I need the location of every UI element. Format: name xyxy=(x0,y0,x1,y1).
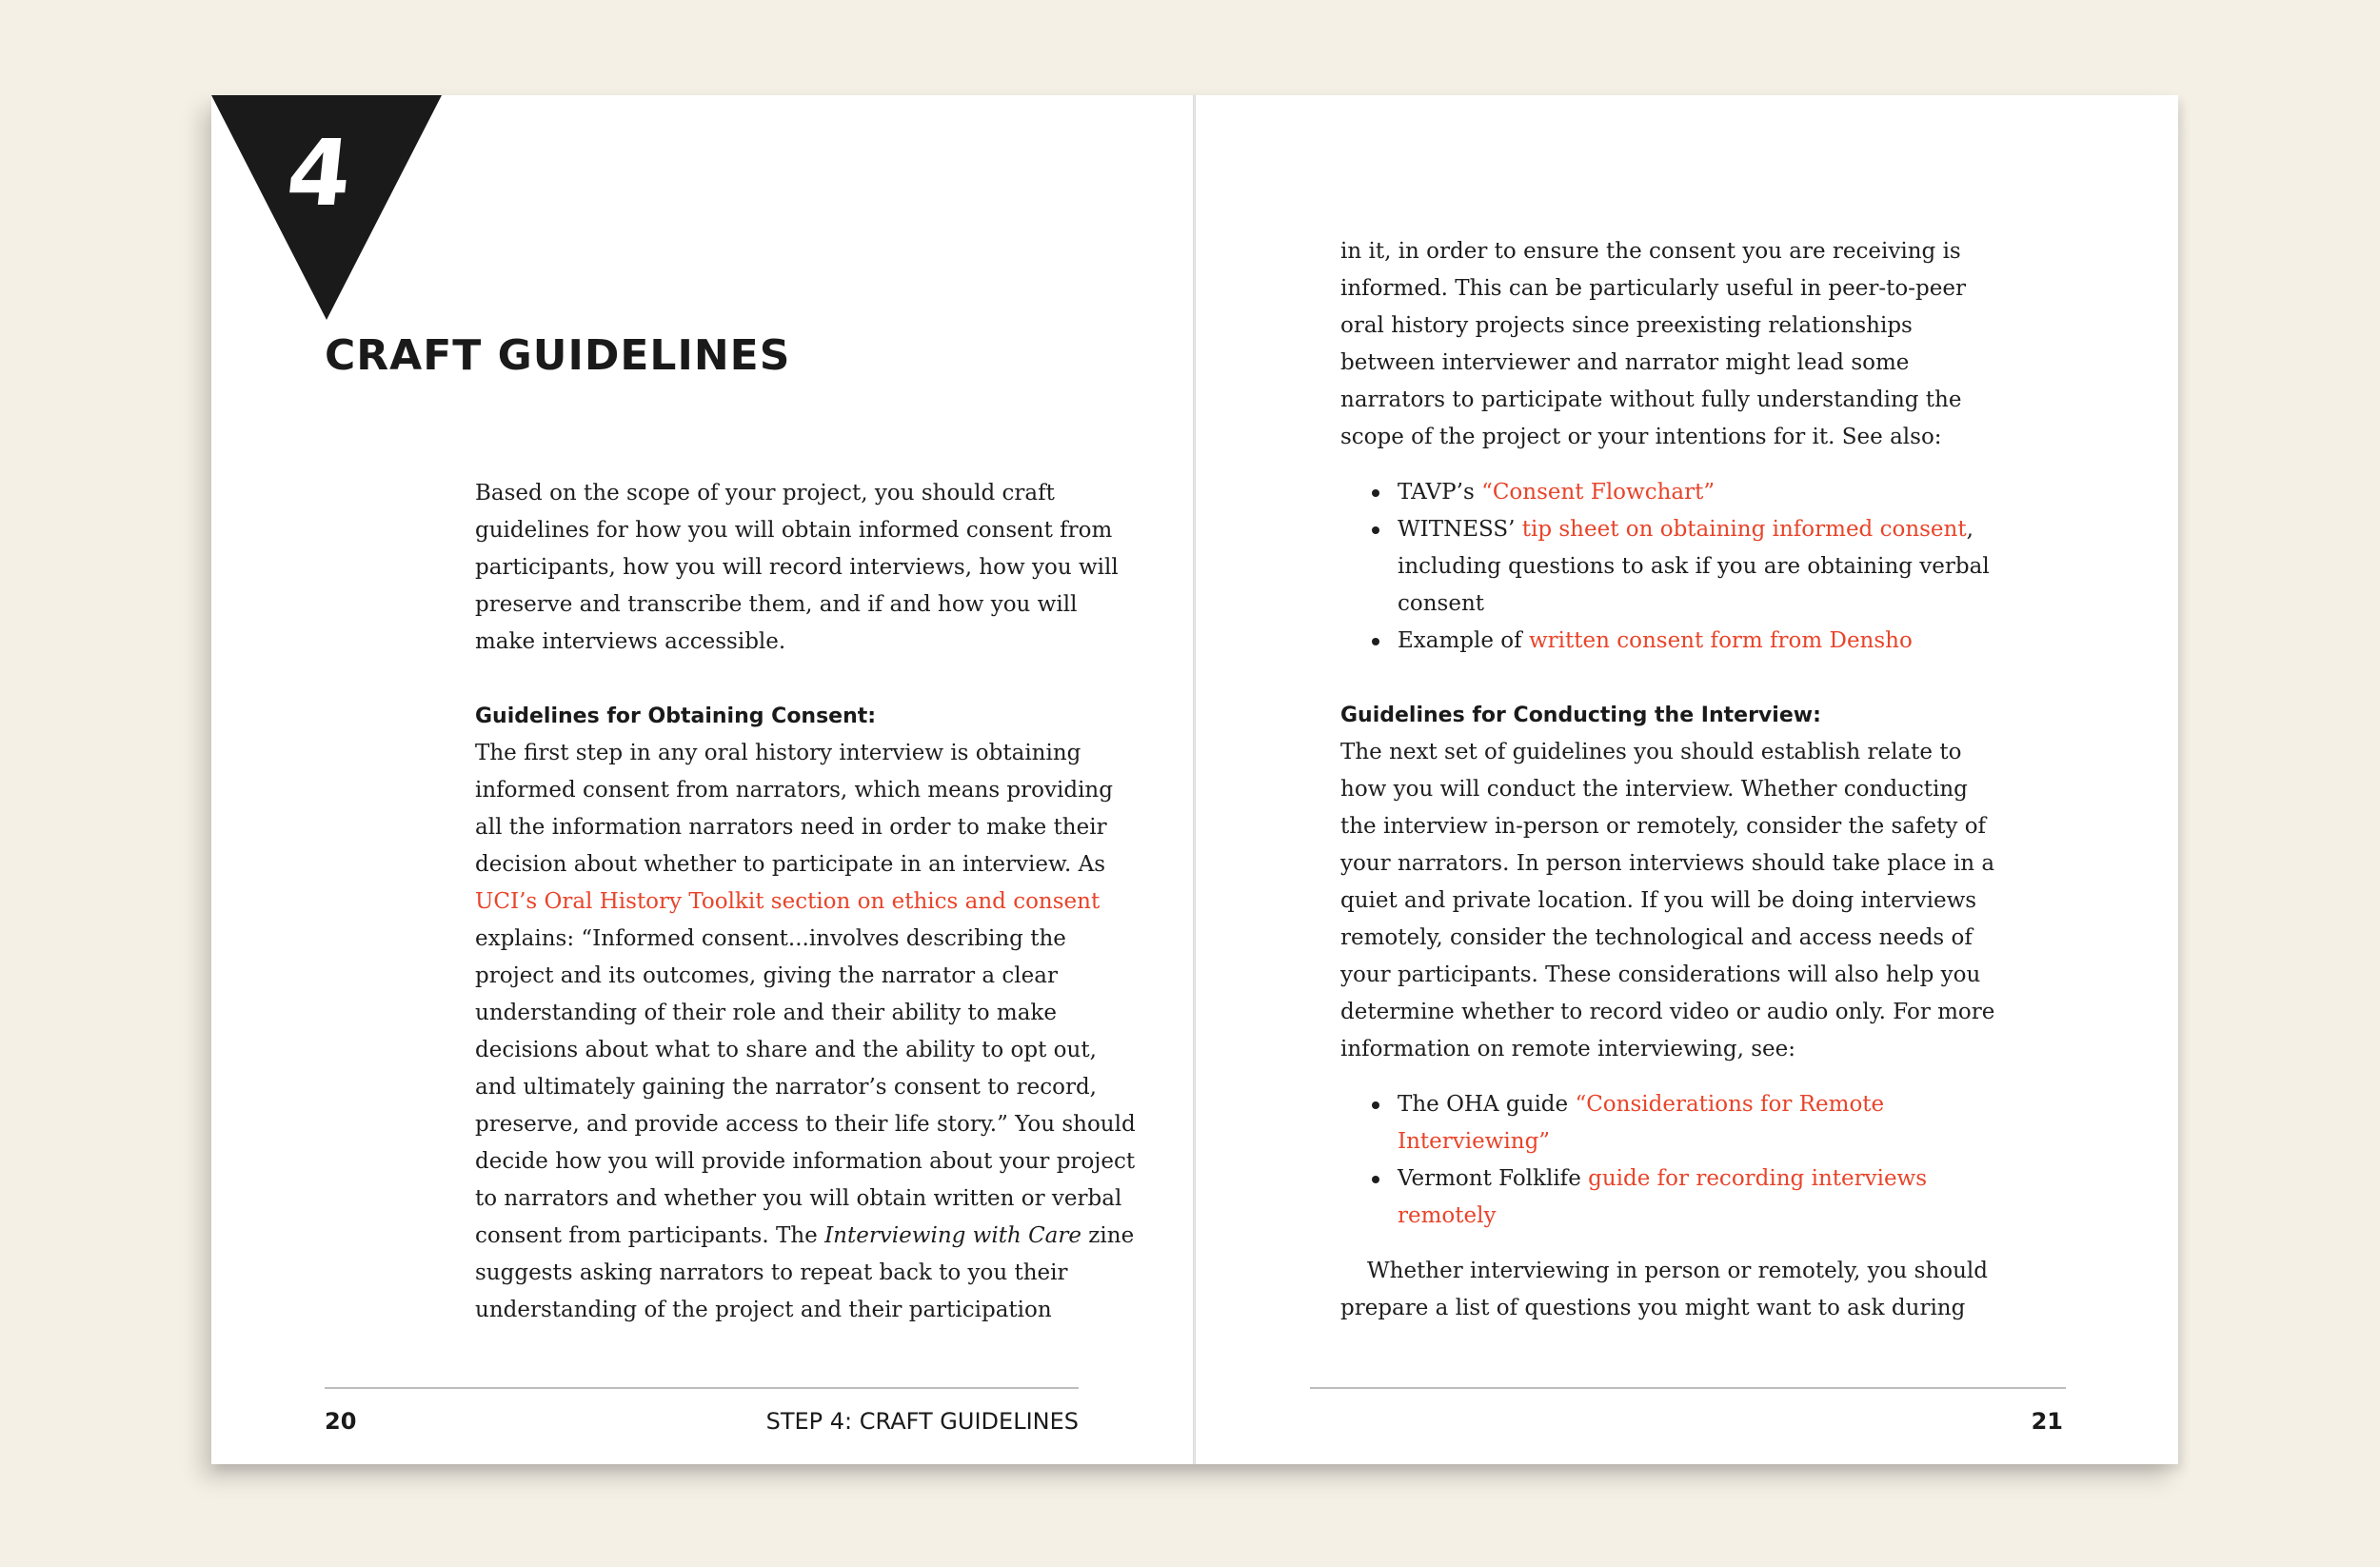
list-item-prefix: Vermont Folklife xyxy=(1398,1166,1589,1191)
closing-paragraph: Whether interviewing in person or remotely, you should prepare a list of questions you might want to ask during xyxy=(1340,1259,1988,1320)
list-item-prefix: WITNESS’ xyxy=(1398,517,1522,542)
vermont-folklife-link[interactable]: guide for recording interviews remotely xyxy=(1398,1166,1928,1228)
right-footer-rule xyxy=(1310,1387,2066,1389)
chapter-number: 4 xyxy=(282,120,357,227)
oha-guide-link[interactable]: “Considerations for Remote Interviewing” xyxy=(1398,1092,1885,1154)
left-page-number: 20 xyxy=(325,1408,357,1435)
chapter-title: CRAFT GUIDELINES xyxy=(325,331,791,380)
consent-text-1: The first step in any oral history interview is obtaining informed consent from narrators, which means providing all the information narrators need in order to make their decision about whether to participate in an interview. As xyxy=(475,741,1113,877)
continuation-paragraph: in it, in order to ensure the consent you are receiving is informed. This can be particularly useful in peer-to-peer oral history projects since preexisting relationships between interviewer and narrator might lead some narrators to participate without fully understanding the scope of the project or your intentions for it. See also: xyxy=(1340,239,1966,449)
list-item-prefix: Example of xyxy=(1398,628,1529,653)
right-page xyxy=(1196,95,2178,1464)
consent-paragraph xyxy=(475,735,1141,1329)
list-item xyxy=(1398,1086,2007,1160)
consent-flowchart-link[interactable]: “Consent Flowchart” xyxy=(1481,480,1716,505)
consent-text-3: zine suggests asking narrators to repeat back to you their understanding of the project and their participation xyxy=(475,1223,1135,1322)
witness-tip-sheet-link[interactable]: tip sheet on obtaining informed consent xyxy=(1521,517,1967,542)
list-item xyxy=(1398,474,2007,511)
uci-toolkit-link[interactable]: UCI’s Oral History Toolkit section on ethics and consent xyxy=(475,889,1101,914)
right-text-column xyxy=(1340,233,2007,1327)
list-item xyxy=(1398,623,2007,660)
left-page xyxy=(211,95,1194,1464)
see-also-list xyxy=(1340,474,2007,660)
running-head: STEP 4: CRAFT GUIDELINES xyxy=(765,1408,1079,1435)
list-item-prefix: The OHA guide xyxy=(1398,1092,1576,1117)
consent-section-heading: Guidelines for Obtaining Consent: xyxy=(475,704,877,728)
intro-paragraph: Based on the scope of your project, you should craft guidelines for how you will obtain informed consent from participants, how you will record interviews, how you will preserve and transcribe them, and if and how you will make interviews accessible. xyxy=(475,481,1119,654)
list-item xyxy=(1398,1160,2007,1235)
consent-text-2: explains: “Informed consent...involves describing the project and its outcomes, giving the narrator a clear understanding of their role and their ability to make decisions about what to share and the ability to opt out, and ultimately gaining the narrator’s consent to record, preserve, and provide access to their life story.” You should decide how you will provide information about your project to narrators and whether you will obtain written or verbal consent from participants. The xyxy=(475,926,1136,1248)
densho-consent-form-link[interactable]: written consent form from Densho xyxy=(1528,628,1913,653)
list-item-prefix: TAVP’s xyxy=(1398,480,1482,505)
left-text-column xyxy=(475,475,1141,1329)
book-spread xyxy=(211,95,2178,1464)
left-footer-rule xyxy=(325,1387,1079,1389)
interview-section-heading: Guidelines for Conducting the Interview: xyxy=(1340,704,1821,727)
list-item-suffix: , including questions to ask if you are obtaining verbal consent xyxy=(1398,517,1990,616)
list-item xyxy=(1398,511,2007,623)
zine-title: Interviewing with Care xyxy=(824,1223,1081,1248)
interview-paragraph: The next set of guidelines you should establish relate to how you will conduct the interview. Whether conducting the interview in-person or remotely, consider the safety of your narrators. In person interviews should take place in a quiet and private location. If you will be doing interviews remotely, consider the technological and access needs of your participants. These considerations will also help you determine whether to record video or audio only. For more information on remote interviewing, see: xyxy=(1340,740,1995,1061)
right-page-number: 21 xyxy=(2031,1408,2063,1435)
remote-resources-list xyxy=(1340,1086,2007,1235)
